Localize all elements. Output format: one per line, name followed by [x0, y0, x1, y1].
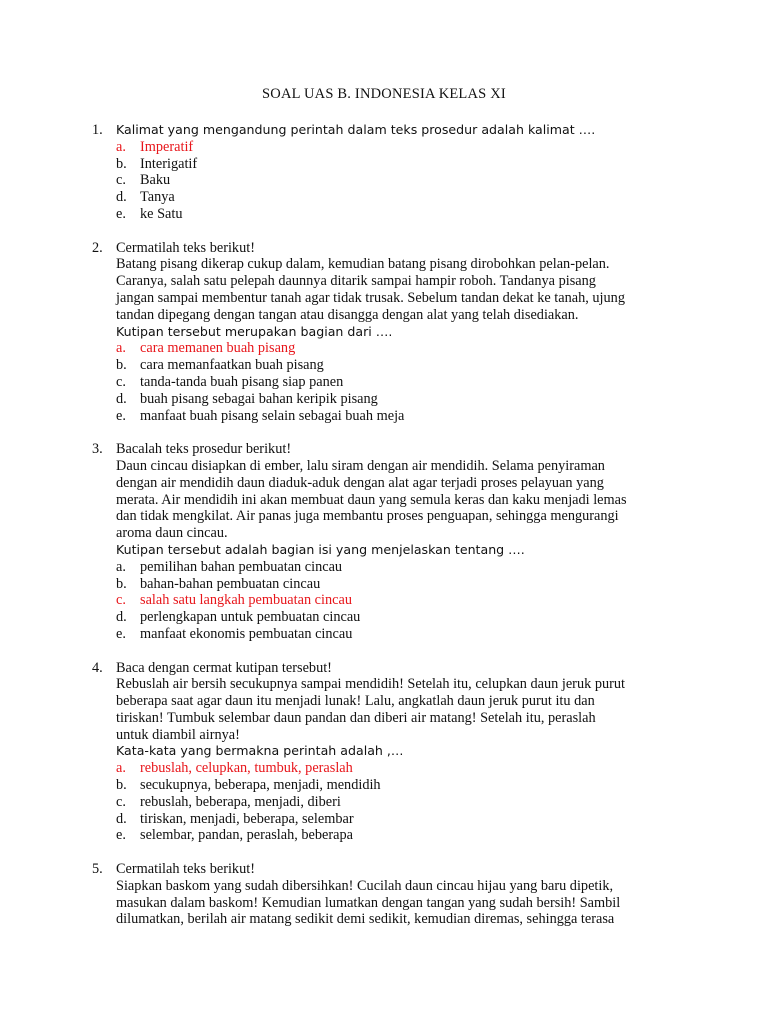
- question-text-line: Caranya, salah satu pelepah daunnya ditarik sampai hampir roboh. Tandanya pisang: [116, 273, 596, 290]
- option-letter: c.: [116, 592, 126, 609]
- option-letter: e.: [116, 205, 126, 222]
- question-3: [92, 441, 672, 643]
- option-text: rebuslah, celupkan, tumbuk, peraslah: [140, 760, 353, 777]
- option-text: tanda-tanda buah pisang siap panen: [140, 373, 344, 390]
- question-text-line: tandan dipegang dengan tangan atau disangga dengan alat yang telah disediakan.: [116, 306, 579, 323]
- question-4: [92, 660, 672, 845]
- option-text: Interigatif: [140, 155, 198, 172]
- question-text-line: Rebuslah air bersih secukupnya sampai mendidih! Setelah itu, celupkan daun jeruk purut: [116, 676, 625, 693]
- option-letter: d.: [116, 390, 127, 407]
- option-letter: b.: [116, 357, 127, 374]
- answer-option-c: [116, 592, 672, 609]
- question-2: [92, 240, 672, 425]
- question-number: 4.: [92, 659, 103, 676]
- answer-option-d: [116, 811, 672, 828]
- question-text-line: tiriskan! Tumbuk selembar daun pandan dan diberi air matang! Setelah itu, peraslah: [116, 709, 596, 726]
- answer-option-a: [116, 760, 672, 777]
- question-text-line: beberapa saat agar daun itu menjadi lunak! Lalu, angkatlah daun jeruk purut itu dan: [116, 693, 595, 710]
- question-list: [92, 122, 672, 945]
- option-letter: b.: [116, 575, 127, 592]
- option-letter: d.: [116, 609, 127, 626]
- question-text-line: masukan dalam baskom! Kemudian lumatkan dengan tangan yang sudah bersih! Sambil: [116, 894, 621, 911]
- question-prompt: Kutipan tersebut merupakan bagian dari ….: [116, 323, 393, 339]
- option-text: manfaat ekonomis pembuatan cincau: [140, 625, 353, 642]
- option-letter: e.: [116, 407, 126, 424]
- option-text: manfaat buah pisang selain sebagai buah meja: [140, 407, 405, 424]
- answer-option-d: [116, 609, 672, 626]
- question-prompt: Kutipan tersebut adalah bagian isi yang menjelaskan tentang ….: [116, 541, 525, 557]
- option-text: tiriskan, menjadi, beberapa, selembar: [140, 810, 354, 827]
- question-number: 2.: [92, 239, 103, 256]
- answer-option-b: [116, 357, 672, 374]
- answer-option-d: [116, 391, 672, 408]
- answer-option-b: [116, 777, 672, 794]
- option-letter: d.: [116, 189, 127, 206]
- question-text-line: Baca dengan cermat kutipan tersebut!: [116, 659, 332, 676]
- option-letter: b.: [116, 155, 127, 172]
- answer-option-a: [116, 340, 672, 357]
- answer-option-c: [116, 172, 672, 189]
- question-text-line: Siapkan baskom yang sudah dibersihkan! Cucilah daun cincau hijau yang baru dipetik,: [116, 877, 614, 894]
- answer-option-c: [116, 374, 672, 391]
- question-number: 5.: [92, 861, 103, 878]
- option-letter: a.: [116, 558, 126, 575]
- option-letter: c.: [116, 373, 126, 390]
- option-text: bahan-bahan pembuatan cincau: [140, 575, 321, 592]
- answer-option-c: [116, 794, 672, 811]
- option-letter: a.: [116, 138, 126, 155]
- answer-option-a: [116, 559, 672, 576]
- answer-option-b: [116, 156, 672, 173]
- question-number: 1.: [92, 122, 103, 138]
- question-text-line: aroma daun cincau.: [116, 525, 228, 542]
- option-letter: c.: [116, 172, 126, 189]
- question-prompt: Kata-kata yang bermakna perintah adalah ,…: [116, 743, 404, 759]
- question-text-line: Cermatilah teks berikut!: [116, 861, 255, 878]
- option-letter: b.: [116, 777, 127, 794]
- option-letter: e.: [116, 625, 126, 642]
- answer-option-a: [116, 139, 672, 156]
- option-text: salah satu langkah pembuatan cincau: [140, 592, 352, 609]
- question-5: [92, 861, 672, 928]
- option-text: ke Satu: [140, 205, 183, 222]
- option-text: buah pisang sebagai bahan keripik pisang: [140, 390, 378, 407]
- option-text: rebuslah, beberapa, menjadi, diberi: [140, 793, 341, 810]
- option-letter: d.: [116, 810, 127, 827]
- option-text: selembar, pandan, peraslah, beberapa: [140, 827, 353, 844]
- question-text-line: Batang pisang dikerap cukup dalam, kemudian batang pisang dirobohkan pelan-pelan.: [116, 256, 610, 273]
- answer-option-e: [116, 626, 672, 643]
- question-text-line: merata. Air mendidih ini akan membuat daun yang semula keras dan kaku menjadi lemas: [116, 491, 627, 508]
- answer-option-b: [116, 576, 672, 593]
- question-prompt: Kalimat yang mengandung perintah dalam teks prosedur adalah kalimat ….: [116, 122, 596, 137]
- option-text: Tanya: [140, 189, 175, 206]
- page-title: SOAL UAS B. INDONESIA KELAS XI: [262, 86, 506, 102]
- question-text-line: jangan sampai membentur tanah agar tidak trusak. Sebelum tandan dekat ke tanah, ujung: [116, 289, 625, 306]
- question-text-line: dilumatkan, berilah air matang sedikit demi sedikit, kemudian diremas, sehingga terasa: [116, 911, 615, 928]
- answer-option-e: [116, 408, 672, 425]
- option-text: secukupnya, beberapa, menjadi, mendidih: [140, 777, 381, 794]
- option-letter: c.: [116, 793, 126, 810]
- question-text-line: untuk diambil airnya!: [116, 726, 240, 743]
- question-text-line: dan tidak mengkilat. Air panas juga membantu proses penguapan, sehingga mengurangi: [116, 508, 619, 525]
- option-letter: a.: [116, 760, 126, 777]
- option-text: Baku: [140, 172, 171, 189]
- option-text: cara memanen buah pisang: [140, 340, 296, 357]
- answer-option-d: [116, 189, 672, 206]
- question-1: [92, 122, 672, 223]
- option-text: pemilihan bahan pembuatan cincau: [140, 558, 343, 575]
- answer-option-e: [116, 827, 672, 844]
- option-letter: e.: [116, 827, 126, 844]
- question-text-line: Bacalah teks prosedur berikut!: [116, 441, 292, 458]
- option-text: perlengkapan untuk pembuatan cincau: [140, 609, 361, 626]
- answer-option-e: [116, 206, 672, 223]
- option-text: cara memanfaatkan buah pisang: [140, 357, 324, 374]
- question-text-line: Cermatilah teks berikut!: [116, 239, 255, 256]
- option-text: Imperatif: [140, 138, 194, 155]
- question-text-line: dengan air mendidih daun diaduk-aduk dengan alat agar terjadi proses pelayuan yang: [116, 474, 604, 491]
- option-letter: a.: [116, 340, 126, 357]
- question-text-line: Daun cincau disiapkan di ember, lalu siram dengan air mendidih. Selama penyiraman: [116, 457, 605, 474]
- question-number: 3.: [92, 441, 103, 458]
